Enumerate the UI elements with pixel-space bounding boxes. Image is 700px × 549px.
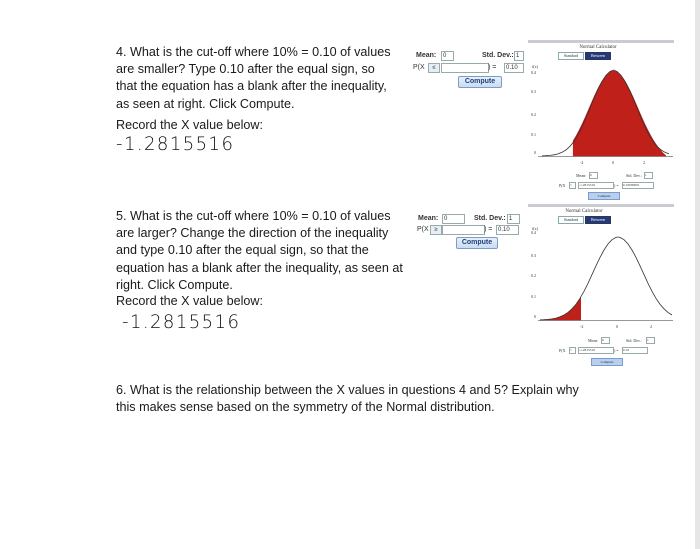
std-dev-label: Std. Dev.: — [474, 215, 506, 222]
question-4-handwritten-answer: -1.2815516 — [116, 133, 235, 155]
panel-std-dev-label: Std. Dev.: — [626, 338, 642, 343]
density-curve — [540, 237, 672, 320]
compute-button[interactable]: Compute — [458, 76, 502, 88]
panel-title: Normal Calculator — [579, 45, 617, 50]
std-dev-input[interactable]: 1 — [507, 214, 520, 224]
question-5-text: 5. What is the cut-off where 10% = 0.10 of values are larger? Change the direction of the inequality and type 0.10 after the equal sign, so that the equation has a blank after the inequality, as seen at right. Click Compute. — [116, 209, 403, 292]
tab-standard[interactable]: Standard — [558, 216, 584, 224]
mean-label: Mean: — [416, 52, 437, 59]
px-close-label: ) = — [484, 226, 493, 233]
panel-px-label: P(X — [559, 348, 566, 353]
y-tick-label: 0 — [534, 314, 536, 319]
panel-compute-button[interactable]: Compute — [588, 192, 620, 200]
y-tick-label: 0.1 — [531, 294, 536, 299]
x-tick-label: -2 — [580, 160, 584, 165]
x-tick-label: 2 — [650, 324, 652, 329]
panel-probability-input[interactable]: 0.10000001 — [622, 182, 654, 189]
panel-inequality-select[interactable]: ≤ — [569, 182, 576, 189]
panel-top-bar — [528, 40, 674, 43]
y-tick-label: 0.4 — [531, 230, 536, 235]
y-tick-label: 0.1 — [531, 132, 536, 137]
std-dev-input[interactable]: 1 — [514, 51, 524, 61]
panel-top-bar — [528, 204, 674, 207]
question-5-handwritten-answer: -1.2815516 — [122, 311, 241, 333]
question-5-normal-calculator — [528, 204, 674, 369]
std-dev-label: Std. Dev.: — [482, 52, 514, 59]
y-tick-label: 0 — [534, 150, 536, 155]
panel-px-close-label: ) = — [614, 183, 619, 188]
panel-std-dev-input[interactable]: 1 — [646, 337, 655, 344]
probability-input[interactable]: 0.10 — [496, 225, 519, 235]
x-tick-label: -2 — [580, 324, 584, 329]
y-tick-label: 0.2 — [531, 273, 536, 278]
question-5-record-label: Record the X value below: — [116, 294, 264, 308]
x-value-input[interactable] — [441, 63, 489, 73]
tab-between[interactable]: Between — [585, 216, 611, 224]
y-tick-label: 0.2 — [531, 112, 536, 117]
panel-px-close-label: ) = — [614, 348, 619, 353]
mean-input[interactable]: 0 — [442, 214, 465, 224]
mean-label: Mean: — [418, 215, 439, 222]
density-axis-label: f(x) — [532, 226, 538, 231]
panel-compute-button[interactable]: Compute — [591, 358, 623, 366]
question-4-calc-form — [412, 50, 530, 90]
y-tick-labels — [531, 70, 536, 155]
question-6-text: 6. What is the relationship between the X values in questions 4 and 5? Explain why this makes sense based on the symmetry of the Normal distribution. — [116, 383, 579, 415]
x-tick-label: 0 — [616, 324, 618, 329]
panel-std-dev-label: Std. Dev.: — [626, 173, 642, 178]
panel-probability-input[interactable]: 0.10 — [622, 347, 648, 354]
px-label: P(X — [413, 64, 425, 71]
x-tick-labels — [580, 160, 645, 165]
y-tick-label: 0.4 — [531, 70, 536, 75]
panel-std-dev-input[interactable]: 1 — [644, 172, 653, 179]
x-tick-label: 0 — [612, 160, 614, 165]
px-label: P(X — [417, 226, 429, 233]
question-5-calc-form — [412, 213, 530, 253]
right-edge-bar — [695, 0, 700, 549]
panel-title: Normal Calculator — [565, 209, 603, 214]
y-tick-label: 0.3 — [531, 253, 536, 258]
panel-mean-label: Mean: — [588, 338, 599, 343]
panel-x-value-input[interactable]: -1.2815516 — [578, 347, 614, 354]
x-tick-label: 2 — [643, 160, 645, 165]
panel-mean-label: Mean: — [576, 173, 587, 178]
mean-input[interactable]: 0 — [441, 51, 454, 61]
panel-inequality-select[interactable]: ≤ — [569, 347, 576, 354]
probability-input[interactable]: 0.10 — [504, 63, 524, 73]
y-tick-label: 0.3 — [531, 89, 536, 94]
normal-curve-chart-q4 — [528, 66, 674, 168]
shaded-region — [573, 71, 666, 156]
x-value-input[interactable] — [442, 225, 485, 235]
inequality-select[interactable]: ≤ — [428, 63, 440, 73]
x-tick-labels — [580, 324, 652, 329]
inequality-select[interactable]: ≥ — [430, 225, 442, 235]
panel-px-label: P(X — [559, 183, 566, 188]
density-axis-label: f(x) — [532, 64, 538, 69]
tab-between[interactable]: Between — [585, 52, 611, 60]
panel-mean-input[interactable]: 0 — [589, 172, 598, 179]
compute-button[interactable]: Compute — [456, 237, 498, 249]
question-4-record-label: Record the X value below: — [116, 118, 264, 132]
y-tick-labels — [531, 230, 536, 319]
tab-standard[interactable]: Standard — [558, 52, 584, 60]
panel-mean-input[interactable]: 0 — [601, 337, 610, 344]
question-4-text: 4. What is the cut-off where 10% = 0.10 of values are smaller? Type 0.10 after the equal sign, so that the equation has a blank after the inequality, as seen at right. Click Compute. — [116, 45, 391, 111]
px-close-label: ) = — [488, 64, 497, 71]
panel-x-value-input[interactable]: -1.2815516 — [578, 182, 614, 189]
normal-curve-chart-q5 — [528, 230, 674, 332]
question-4-normal-calculator — [528, 40, 674, 205]
